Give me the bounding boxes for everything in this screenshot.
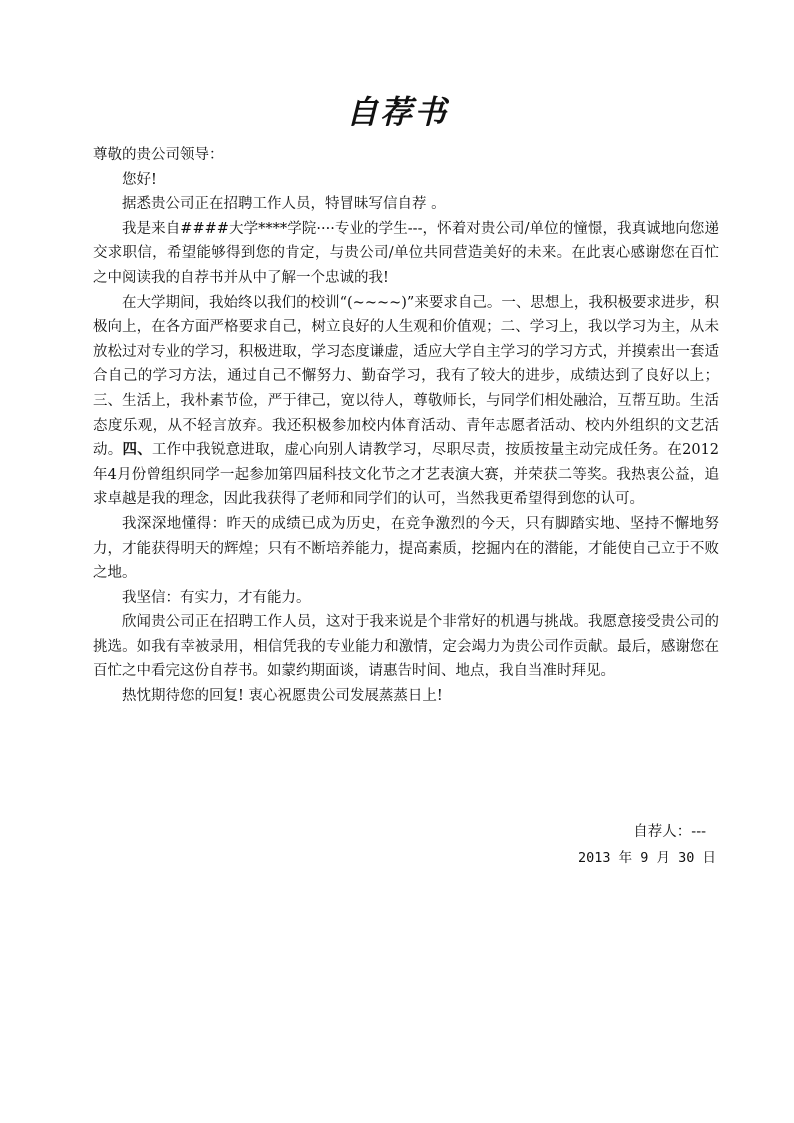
paragraph-understanding: 我深深地懂得：昨天的成绩已成为历史，在竞争激烈的今天，只有脚踏实地、坚持不懈地努力，才能获得明天的辉煌；只有不断培养能力，提高素质，挖掘内在的潜能，才能使自己立于不败之地。: [93, 515, 719, 582]
signature-name: 自荐人：---: [633, 824, 706, 840]
paragraph-belief: 我坚信：有实力，才有能力。: [122, 589, 311, 606]
letter-body: [93, 143, 719, 709]
paragraph-university-part2: 工作中我锐意进取，虚心向别人请教学习，尽职尽责，按质按量主动完成任务。在2012年4月份曾组织同学一起参加第四届科技文化节之才艺表演大赛，并荣获二等奖。我热衷公益，追求卓越是我的理念，因此我获得了老师和同学们的认可，当然我更希望得到您的认可。: [93, 442, 720, 508]
paragraph-application: 欣闻贵公司正在招聘工作人员，这对于我来说是个非常好的机遇与挑战。我愿意接受贵公司的挑选。如我有幸被录用，相信凭我的专业能力和激情，定会竭力为贵公司作贡献。最后，感谢您在百忙之中看完这份自荐书。如蒙约期面谈，请惠告时间、地点，我自当准时拜见。: [93, 614, 719, 680]
paragraph-university: [93, 291, 719, 512]
document-title: 自荐书: [345, 93, 448, 131]
paragraph-intro: 据悉贵公司正在招聘工作人员，特冒昧写信自荐 。: [122, 196, 446, 213]
signature-date: 2013 年 9 月 30 日: [577, 850, 716, 866]
paragraph-background: 我是来自####大学****学院····专业的学生---，怀着对贵公司/单位的憧憬，我真诚地向您递交求职信，希望能够得到您的肯定，与贵公司/单位共同营造美好的未来。在此衷心感谢您在百忙之中阅读我的自荐书并从中了解一个忠诚的我!: [93, 220, 719, 286]
paragraph-university-bold: 四、: [122, 441, 152, 459]
salutation: 尊敬的贵公司领导：: [93, 147, 224, 163]
paragraph-university-part1: 在大学期间，我始终以我们的校训“(~~~~)”来要求自己。一、思想上，我积极要求进步，积极向上，在各方面严格要求自己，树立良好的人生观和价值观；二、学习上，我以学习为主，从未放松过对专业的学习，积极进取，学习态度谦虚，适应大学自主学习的学习方式，并摸索出一套适合自己的学习方法，通过自己不懈努力、勤奋学习，我有了较大的进步，成绩达到了良好以上；三、生活上，我朴素节俭，严于律己，宽以待人，尊敬师长，与同学们相处融洽，互帮互助。生活态度乐观，从不轻言放弃。我还积极参加校内体育活动、青年志愿者活动、校内外组织的文艺活动。: [93, 294, 719, 459]
signature-block: [420, 819, 718, 871]
greeting: 您好!: [122, 171, 157, 188]
paragraph-closing: 热忱期待您的回复! 衷心祝愿贵公司发展蒸蒸日上!: [122, 688, 443, 705]
